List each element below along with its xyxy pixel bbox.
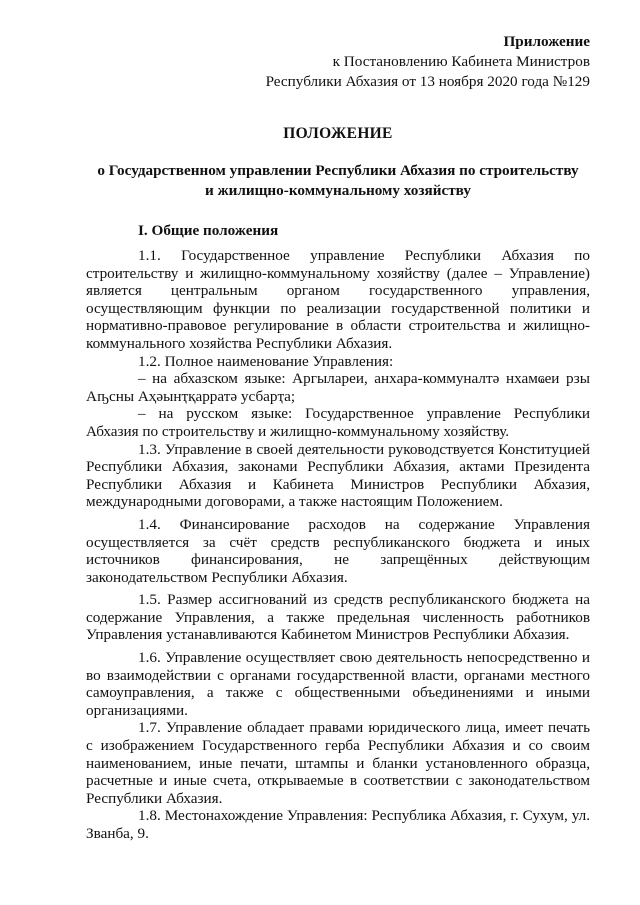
paragraph-1-8: 1.8. Местонахождение Управления: Республика Абхазия, г. Сухум, ул. Званба, 9. [86, 807, 590, 842]
appendix-title: Приложение [503, 33, 590, 50]
document-subtitle-line-2: и жилищно-коммунальному хозяйству [205, 182, 471, 199]
document-body [86, 247, 590, 843]
paragraph-1-6: 1.6. Управление осуществляет свою деятельность непосредственно и во взаимодействии с органами государственной власти, органами местного самоуправления, а также с общественными объединениями и иными организациями. [86, 649, 590, 719]
appendix-reference-line-2: Республики Абхазия от 13 ноября 2020 года №129 [265, 73, 590, 90]
appendix-reference-line-1: к Постановлению Кабинета Министров [332, 53, 590, 70]
document-subtitle [86, 161, 590, 201]
paragraph-1-2: 1.2. Полное наименование Управления: [138, 352, 394, 370]
document-subtitle-line-1: о Государственном управлении Республики Абхазия по строительству [97, 162, 579, 179]
document-title: ПОЛОЖЕНИЕ [283, 125, 393, 142]
paragraph-1-5: 1.5. Размер ассигнований из средств республиканского бюджета на содержание Управления, а также предельная численность работников Управления устанавливаются Кабинетом Министров Республики Абхазия. [86, 591, 590, 644]
paragraph-1-7: 1.7. Управление обладает правами юридического лица, имеет печать с изображением Государственного герба Республики Абхазия и со своим наименованием, иные печати, штампы и бланки установленного образца, расчетные и иные счета, открываемые в соответствии с законодательством Республики Абхазия. [86, 719, 590, 807]
paragraph-1-1: 1.1. Государственное управление Республики Абхазия по строительству и жилищно-коммунальному хозяйству (далее – Управление) является центральным органом государственного управления, осуществляющим функции по реализации государственной политики и нормативно-правовое регулирование в области строительства и жилищно-коммунального хозяйства Республики Абхазия. [86, 247, 590, 352]
paragraph-1-4: 1.4. Финансирование расходов на содержание Управления осуществляется за счёт средств республиканского бюджета и иных источников финансирования, не запрещённых действующим законодательством Республики Абхазия. [86, 515, 590, 586]
appendix-header [86, 32, 590, 92]
paragraph-russian-name: – на русском языке: Государственное управление Республики Абхазия по строительству и жилищно-коммунальному хозяйству. [86, 405, 590, 440]
paragraph-abkhaz-name: – на абхазском языке: Аргылареи, анхара-коммуналтә нхамҩеи рзы Аҧсны Аҳәынҭқарратә усбарҭа; [86, 370, 590, 405]
paragraph-1-3: 1.3. Управление в своей деятельности руководствуется Конституцией Республики Абхазия, законами Республики Абхазия, актами Президента Республики Абхазия и Кабинета Министров Республики Абхазия, международными договорами, а также настоящим Положением. [86, 440, 590, 511]
section-title: I. Общие положения [138, 222, 279, 239]
